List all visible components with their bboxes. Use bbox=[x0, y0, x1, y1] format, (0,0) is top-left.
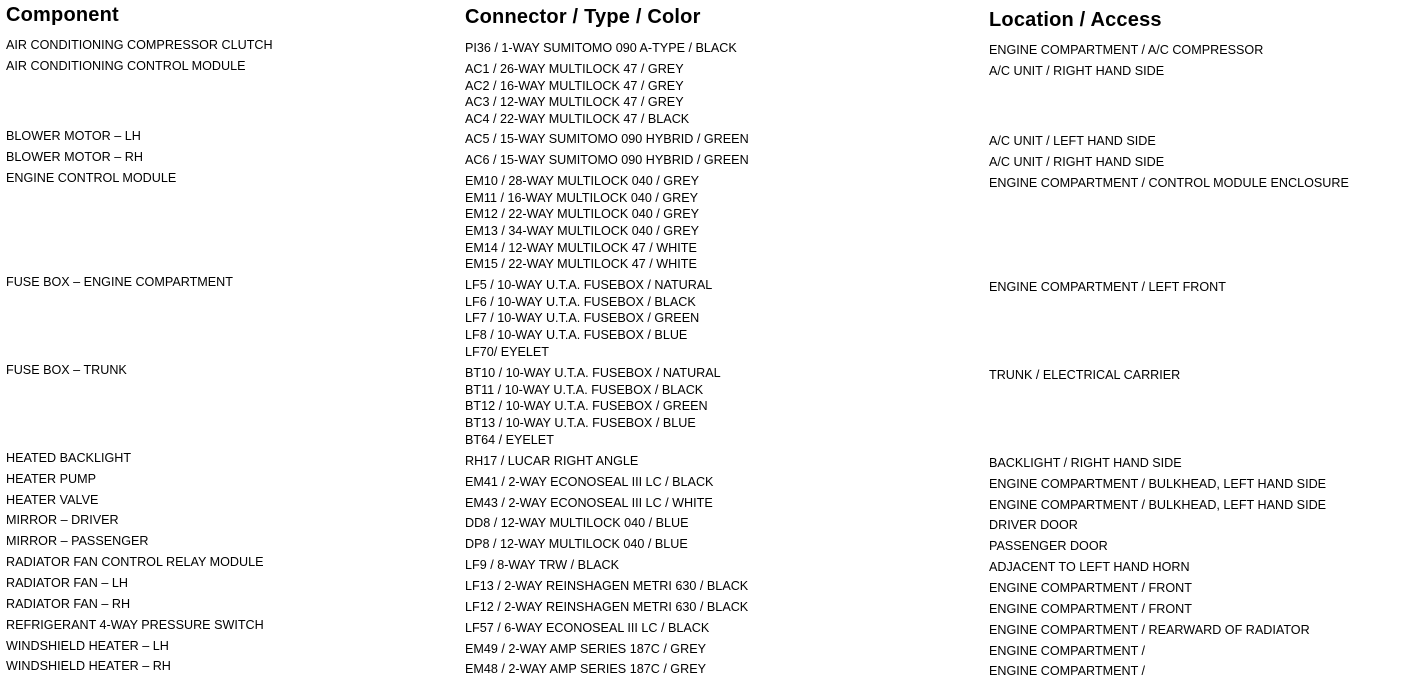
component-cell: MIRROR – PASSENGER bbox=[6, 534, 149, 548]
connector-line: BT11 / 10-WAY U.T.A. FUSEBOX / BLACK bbox=[465, 382, 704, 397]
component-cell: HEATER PUMP bbox=[6, 472, 97, 486]
component-cell: FUSE BOX – TRUNK bbox=[6, 363, 127, 377]
component-cell: WINDSHIELD HEATER – RH bbox=[6, 659, 171, 673]
location-cell: DRIVER DOOR bbox=[989, 518, 1078, 532]
connector-cell bbox=[465, 173, 699, 273]
location-cell: ENGINE COMPARTMENT / FRONT bbox=[989, 602, 1192, 616]
connector-line: EM15 / 22-WAY MULTILOCK 47 / WHITE bbox=[465, 257, 697, 272]
connector-line: BT13 / 10-WAY U.T.A. FUSEBOX / BLUE bbox=[465, 416, 696, 431]
connector-cell bbox=[465, 365, 721, 448]
location-cell: ENGINE COMPARTMENT / CONTROL MODULE ENCLOSURE bbox=[989, 176, 1349, 190]
location-cell: A/C UNIT / LEFT HAND SIDE bbox=[989, 134, 1156, 148]
component-cell: MIRROR – DRIVER bbox=[6, 513, 119, 527]
component-cell: HEATER VALVE bbox=[6, 493, 99, 507]
location-cell: ENGINE COMPARTMENT / FRONT bbox=[989, 581, 1192, 595]
connector-cell bbox=[465, 661, 706, 678]
component-cell: WINDSHIELD HEATER – LH bbox=[6, 639, 169, 653]
connector-line: LF70/ EYELET bbox=[465, 344, 549, 359]
location-cell: TRUNK / ELECTRICAL CARRIER bbox=[989, 368, 1181, 382]
connector-line: EM41 / 2-WAY ECONOSEAL III LC / BLACK bbox=[465, 475, 714, 489]
location-cell: ENGINE COMPARTMENT / LEFT FRONT bbox=[989, 280, 1226, 294]
connector-line: BT10 / 10-WAY U.T.A. FUSEBOX / NATURAL bbox=[465, 366, 721, 380]
location-cell: A/C UNIT / RIGHT HAND SIDE bbox=[989, 155, 1165, 169]
connector-line: LF5 / 10-WAY U.T.A. FUSEBOX / NATURAL bbox=[465, 278, 713, 292]
connector-line: EM13 / 34-WAY MULTILOCK 040 / GREY bbox=[465, 224, 699, 239]
connector-cell bbox=[465, 641, 706, 658]
location-cell: ENGINE COMPARTMENT / bbox=[989, 644, 1146, 658]
connector-line: EM43 / 2-WAY ECONOSEAL III LC / WHITE bbox=[465, 496, 713, 510]
connector-line: AC2 / 16-WAY MULTILOCK 47 / GREY bbox=[465, 78, 684, 93]
connector-line: AC1 / 26-WAY MULTILOCK 47 / GREY bbox=[465, 62, 684, 76]
location-cell: A/C UNIT / RIGHT HAND SIDE bbox=[989, 64, 1165, 78]
connector-cell bbox=[465, 474, 713, 491]
component-cell: RADIATOR FAN – LH bbox=[6, 576, 129, 590]
component-cell: AIR CONDITIONING COMPRESSOR CLUTCH bbox=[6, 38, 273, 52]
location-cell: ENGINE COMPARTMENT / BULKHEAD, LEFT HAND SIDE bbox=[989, 477, 1327, 491]
location-cell: ENGINE COMPARTMENT / BULKHEAD, LEFT HAND SIDE bbox=[989, 498, 1327, 512]
component-cell: ENGINE CONTROL MODULE bbox=[6, 171, 177, 185]
connector-line: LF8 / 10-WAY U.T.A. FUSEBOX / BLUE bbox=[465, 328, 688, 343]
connector-line: LF13 / 2-WAY REINSHAGEN METRI 630 / BLACK bbox=[465, 579, 749, 593]
component-cell: REFRIGERANT 4-WAY PRESSURE SWITCH bbox=[6, 618, 264, 632]
connector-cell bbox=[465, 557, 619, 574]
connector-line: AC6 / 15-WAY SUMITOMO 090 HYBRID / GREEN bbox=[465, 153, 749, 167]
connector-cell bbox=[465, 61, 689, 128]
connector-line: RH17 / LUCAR RIGHT ANGLE bbox=[465, 454, 639, 468]
connector-line: LF9 / 8-WAY TRW / BLACK bbox=[465, 558, 619, 572]
connector-line: LF12 / 2-WAY REINSHAGEN METRI 630 / BLACK bbox=[465, 600, 749, 614]
location-cell: ENGINE COMPARTMENT / bbox=[989, 664, 1146, 678]
connector-line: AC4 / 22-WAY MULTILOCK 47 / BLACK bbox=[465, 112, 690, 127]
connector-line: BT12 / 10-WAY U.T.A. FUSEBOX / GREEN bbox=[465, 399, 708, 414]
component-cell: FUSE BOX – ENGINE COMPARTMENT bbox=[6, 275, 233, 289]
connector-line: LF6 / 10-WAY U.T.A. FUSEBOX / BLACK bbox=[465, 294, 696, 309]
connector-line: LF7 / 10-WAY U.T.A. FUSEBOX / GREEN bbox=[465, 311, 700, 326]
connector-cell bbox=[465, 620, 709, 637]
connector-line: PI36 / 1-WAY SUMITOMO 090 A-TYPE / BLACK bbox=[465, 41, 737, 55]
connector-cell bbox=[465, 495, 713, 512]
connector-line: EM49 / 2-WAY AMP SERIES 187C / GREY bbox=[465, 642, 707, 656]
header-location: Location / Access bbox=[989, 9, 1162, 31]
connector-line: LF57 / 6-WAY ECONOSEAL III LC / BLACK bbox=[465, 621, 710, 635]
component-cell: RADIATOR FAN – RH bbox=[6, 597, 131, 611]
connector-line: BT64 / EYELET bbox=[465, 432, 554, 447]
connector-cell bbox=[465, 536, 688, 553]
connector-cell bbox=[465, 131, 749, 148]
component-cell: RADIATOR FAN CONTROL RELAY MODULE bbox=[6, 555, 264, 569]
connector-line: EM11 / 16-WAY MULTILOCK 040 / GREY bbox=[465, 190, 699, 205]
location-cell: ADJACENT TO LEFT HAND HORN bbox=[989, 560, 1190, 574]
location-cell: BACKLIGHT / RIGHT HAND SIDE bbox=[989, 456, 1182, 470]
connector-line: EM14 / 12-WAY MULTILOCK 47 / WHITE bbox=[465, 240, 697, 255]
location-cell: ENGINE COMPARTMENT / A/C COMPRESSOR bbox=[989, 43, 1264, 57]
component-cell: BLOWER MOTOR – LH bbox=[6, 129, 141, 143]
header-connector: Connector / Type / Color bbox=[465, 6, 701, 28]
connector-cell bbox=[465, 277, 712, 360]
connector-cell bbox=[465, 152, 749, 169]
connector-cell bbox=[465, 453, 638, 470]
connector-cell bbox=[465, 599, 748, 616]
connector-line: DP8 / 12-WAY MULTILOCK 040 / BLUE bbox=[465, 537, 688, 551]
component-cell: BLOWER MOTOR – RH bbox=[6, 150, 143, 164]
location-cell: PASSENGER DOOR bbox=[989, 539, 1108, 553]
connector-line: EM12 / 22-WAY MULTILOCK 040 / GREY bbox=[465, 207, 699, 222]
connector-line: AC3 / 12-WAY MULTILOCK 47 / GREY bbox=[465, 95, 684, 110]
connector-line: DD8 / 12-WAY MULTILOCK 040 / BLUE bbox=[465, 516, 689, 530]
header-component: Component bbox=[6, 4, 119, 26]
connector-line: EM10 / 28-WAY MULTILOCK 040 / GREY bbox=[465, 174, 699, 188]
location-cell: ENGINE COMPARTMENT / REARWARD OF RADIATOR bbox=[989, 623, 1310, 637]
connector-line: EM48 / 2-WAY AMP SERIES 187C / GREY bbox=[465, 662, 707, 676]
connector-cell bbox=[465, 40, 737, 57]
connector-cell bbox=[465, 578, 748, 595]
component-cell: HEATED BACKLIGHT bbox=[6, 451, 132, 465]
component-cell: AIR CONDITIONING CONTROL MODULE bbox=[6, 59, 246, 73]
connector-line: AC5 / 15-WAY SUMITOMO 090 HYBRID / GREEN bbox=[465, 132, 749, 146]
connector-cell bbox=[465, 515, 689, 532]
